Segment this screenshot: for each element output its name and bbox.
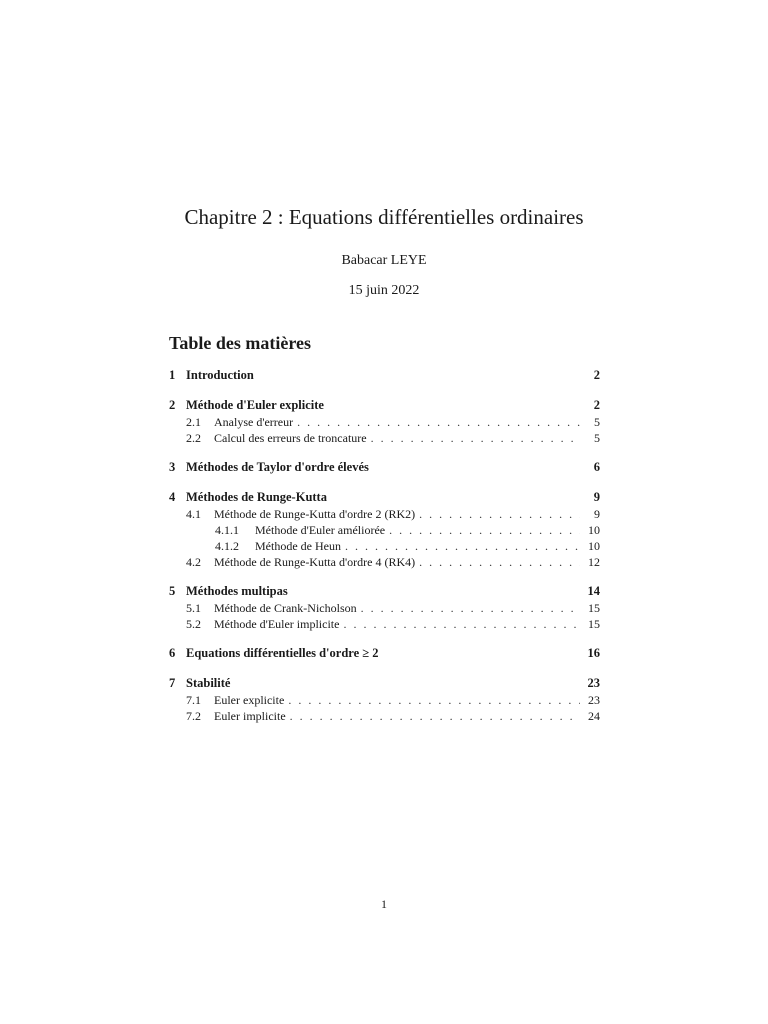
toc-entry[interactable] xyxy=(169,396,600,414)
dot-leader xyxy=(345,538,580,554)
dot-leader xyxy=(297,414,580,430)
toc-section-2 xyxy=(169,396,600,446)
toc-subsubentry[interactable] xyxy=(169,522,600,538)
subsection-title: Méthode de Runge-Kutta d'ordre 2 (RK2) xyxy=(214,507,416,521)
subsection-number: 4.2 xyxy=(186,555,201,569)
dot-leader xyxy=(290,708,580,724)
page-number: 5 xyxy=(594,431,600,445)
document-title: Chapitre 2 : Equations différentielles ordinaires xyxy=(184,205,584,229)
subsection-title: Méthode d'Euler implicite xyxy=(214,617,340,631)
section-number: 7 xyxy=(169,676,176,690)
page-number: 2 xyxy=(593,398,600,412)
subsection-title: Analyse d'erreur xyxy=(214,415,294,429)
toc-subentry[interactable] xyxy=(169,600,600,616)
toc-subsubentry[interactable] xyxy=(169,538,600,554)
dot-leader xyxy=(371,430,580,446)
section-title: Méthodes de Taylor d'ordre élevés xyxy=(186,460,369,474)
toc-entry[interactable] xyxy=(169,644,600,662)
section-number: 2 xyxy=(169,398,176,412)
page-number: 5 xyxy=(594,415,600,429)
toc-entry[interactable] xyxy=(169,582,600,600)
page-number: 6 xyxy=(593,460,600,474)
footer-page-number: 1 xyxy=(381,897,387,911)
page-number: 10 xyxy=(588,523,600,537)
page-number: 2 xyxy=(593,368,600,382)
subsection-title: Euler explicite xyxy=(214,693,285,707)
page-number: 9 xyxy=(594,507,600,521)
section-number: 6 xyxy=(169,646,176,660)
subsubsection-number: 4.1.1 xyxy=(215,523,239,537)
subsubsection-title: Méthode de Heun xyxy=(255,539,341,553)
dot-leader xyxy=(419,554,580,570)
section-title: Méthodes de Runge-Kutta xyxy=(186,490,327,504)
toc-section-1 xyxy=(169,366,600,384)
dot-leader xyxy=(419,506,580,522)
subsection-number: 2.2 xyxy=(186,431,201,445)
section-title: Méthodes multipas xyxy=(186,584,288,598)
document-date: 15 juin 2022 xyxy=(348,283,420,298)
section-number: 5 xyxy=(169,584,176,598)
toc-entry[interactable] xyxy=(169,674,600,692)
section-title: Equations différentielles d'ordre ≥ 2 xyxy=(186,646,379,660)
toc-section-4 xyxy=(169,488,600,570)
page-number: 23 xyxy=(588,693,600,707)
page-number: 24 xyxy=(588,709,600,723)
toc-subentry[interactable] xyxy=(169,554,600,570)
section-title: Introduction xyxy=(186,368,254,382)
toc-section-7 xyxy=(169,674,600,724)
section-title: Méthode d'Euler explicite xyxy=(186,398,324,412)
subsection-title: Euler implicite xyxy=(214,709,286,723)
subsection-number: 7.2 xyxy=(186,709,201,723)
dot-leader xyxy=(343,616,580,632)
page-number: 14 xyxy=(587,584,600,598)
subsection-number: 2.1 xyxy=(186,415,201,429)
toc-subentry[interactable] xyxy=(169,506,600,522)
page-number: 15 xyxy=(588,617,600,631)
toc-section-5 xyxy=(169,582,600,632)
subsection-title: Méthode de Runge-Kutta d'ordre 4 (RK4) xyxy=(214,555,416,569)
subsection-title: Calcul des erreurs de troncature xyxy=(214,431,367,445)
subsection-number: 4.1 xyxy=(186,507,201,521)
table-of-contents xyxy=(169,366,600,736)
page-number: 12 xyxy=(588,555,600,569)
section-number: 3 xyxy=(169,460,176,474)
subsubsection-title: Méthode d'Euler améliorée xyxy=(255,523,386,537)
toc-subentry[interactable] xyxy=(169,430,600,446)
page-number: 15 xyxy=(588,601,600,615)
section-title: Stabilité xyxy=(186,676,231,690)
toc-entry[interactable] xyxy=(169,366,600,384)
toc-entry[interactable] xyxy=(169,458,600,476)
document-author: Babacar LEYE xyxy=(341,253,427,268)
section-number: 4 xyxy=(169,490,176,504)
subsection-number: 5.1 xyxy=(186,601,201,615)
section-number: 1 xyxy=(169,368,176,382)
dot-leader xyxy=(288,692,580,708)
toc-section-3 xyxy=(169,458,600,476)
page-number: 16 xyxy=(587,646,600,660)
toc-subentry[interactable] xyxy=(169,414,600,430)
subsection-title: Méthode de Crank-Nicholson xyxy=(214,601,357,615)
subsection-number: 7.1 xyxy=(186,693,201,707)
toc-subentry[interactable] xyxy=(169,616,600,632)
toc-heading: Table des matières xyxy=(169,333,311,353)
toc-entry[interactable] xyxy=(169,488,600,506)
toc-subentry[interactable] xyxy=(169,692,600,708)
dot-leader xyxy=(361,600,580,616)
subsection-number: 5.2 xyxy=(186,617,201,631)
dot-leader xyxy=(389,522,580,538)
page-number: 10 xyxy=(588,539,600,553)
page-number: 23 xyxy=(587,676,600,690)
subsubsection-number: 4.1.2 xyxy=(215,539,239,553)
toc-section-6 xyxy=(169,644,600,662)
toc-subentry[interactable] xyxy=(169,708,600,724)
page-number: 9 xyxy=(593,490,600,504)
